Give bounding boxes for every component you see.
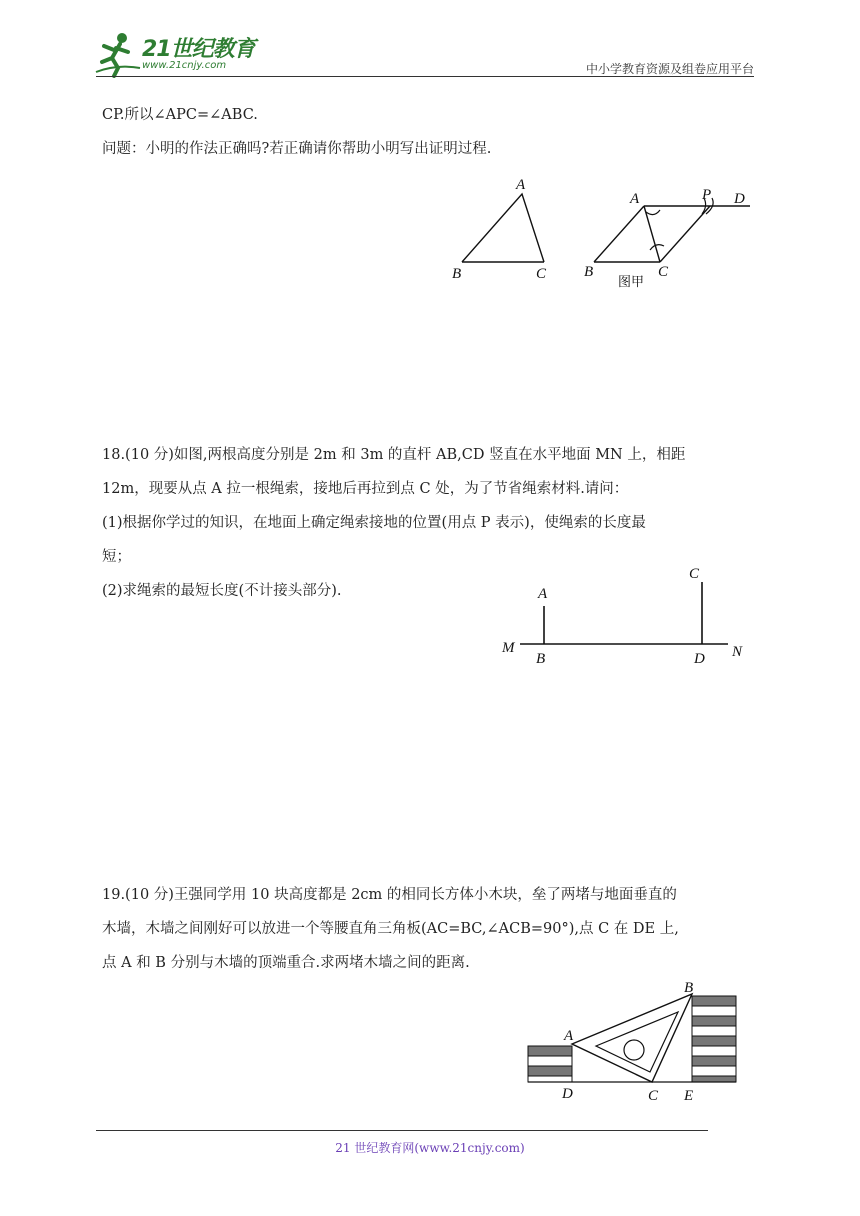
q19-label-d: D	[562, 1086, 573, 1102]
fig2-label-p: P	[702, 187, 712, 203]
logo-text: 21世纪教育	[142, 37, 255, 62]
q19-label-b: B	[684, 980, 694, 996]
q17-line-2: 问题：小明的作法正确吗?若正确请你帮助小明写出证明过程.	[102, 141, 492, 157]
q19-line-3: 点 A 和 B 分别与木墙的顶端重合.求两堵木墙之间的距离.	[102, 955, 470, 971]
fig2-label-b: B	[584, 264, 594, 280]
q19-text	[102, 878, 764, 980]
left-wall	[528, 1046, 572, 1082]
q19-line-2: 木墙，木墙之间刚好可以放进一个等腰直角三角板(AC=BC,∠ACB=90°),点 C 在 DE 上,	[102, 921, 679, 937]
q19-label-a: A	[564, 1028, 574, 1044]
triangle-abc	[452, 177, 547, 282]
q18-label-d: D	[694, 651, 705, 667]
q18-line-3: (1)根据你学过的知识，在地面上确定绳索接地的位置(用点 P 表示)，使绳索的长度最	[102, 515, 646, 531]
q18-label-a: A	[538, 586, 548, 602]
q17-figures	[440, 172, 770, 297]
q18-line-1: 18.(10 分)如图,两根高度分别是 2m 和 3m 的直杆 AB,CD 竖直在水平地面 MN 上，相距	[102, 447, 686, 463]
q17-text	[102, 98, 764, 166]
right-wall	[692, 996, 736, 1082]
q19-label-e: E	[684, 1088, 694, 1104]
site-logo	[92, 28, 262, 78]
q18-line-5: (2)求绳索的最短长度(不计接头部分).	[102, 583, 342, 599]
q18-label-n: N	[732, 644, 743, 660]
header-divider	[96, 76, 754, 77]
q19-label-c: C	[648, 1088, 659, 1104]
fig1-label-a: A	[516, 177, 526, 193]
q18-figure	[496, 560, 766, 670]
fig2-label-a: A	[630, 191, 640, 207]
figure-jia	[584, 187, 750, 290]
q19-figure	[520, 978, 750, 1108]
q18-line-4: 短；	[102, 549, 131, 565]
runner-icon	[92, 28, 142, 78]
q18-line-2: 12m，现要从点 A 拉一根绳索，接地后再拉到点 C 处，为了节省绳索材料.请问：	[102, 481, 629, 497]
triangle-set-square	[572, 994, 692, 1082]
footer-text: 21 世纪教育网(www.21cnjy.com)	[335, 1141, 525, 1155]
footer-divider	[96, 1130, 708, 1131]
q19-line-1: 19.(10 分)王强同学用 10 块高度都是 2cm 的相同长方体小木块，垒了两堵与地面垂直的	[102, 887, 677, 903]
fig1-label-c: C	[536, 266, 547, 282]
logo-url: www.21cnjy.com	[142, 60, 227, 71]
q17-line-1: CP.所以∠APC=∠ABC.	[102, 107, 258, 123]
header-platform-text: 中小学教育资源及组卷应用平台	[585, 62, 754, 76]
fig2-caption: 图甲	[618, 275, 645, 290]
fig2-label-d: D	[734, 191, 745, 207]
q18-label-m: M	[502, 640, 515, 656]
fig2-label-c: C	[658, 264, 669, 280]
q18-label-c: C	[689, 566, 700, 582]
q18-label-b: B	[536, 651, 546, 667]
fig1-label-b: B	[452, 266, 462, 282]
